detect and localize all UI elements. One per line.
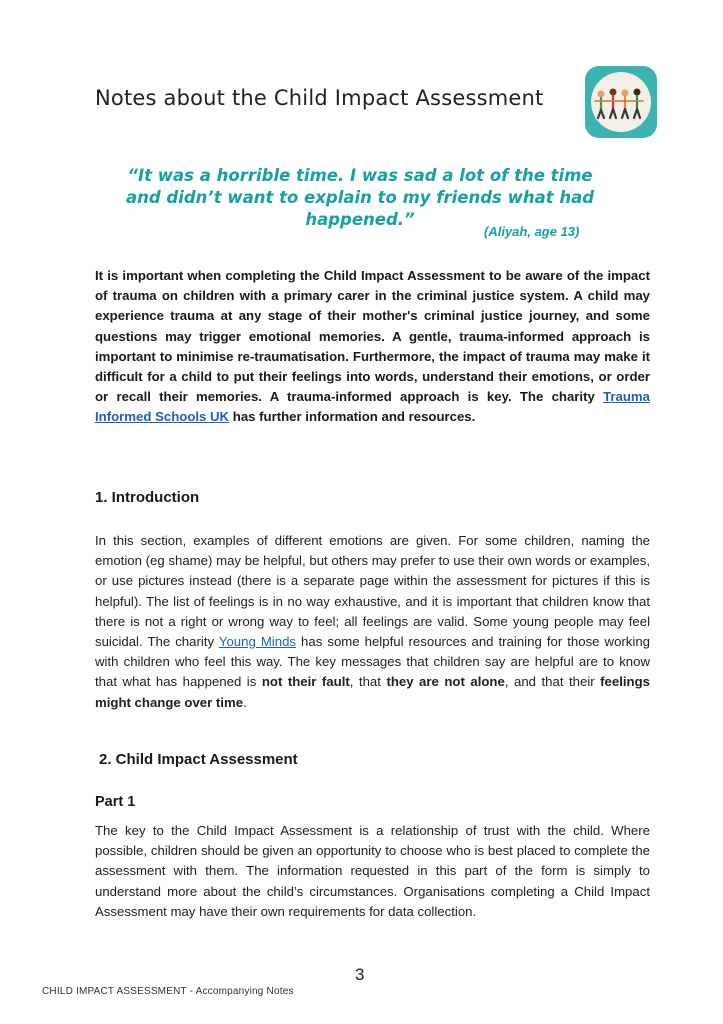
page-title: Notes about the Child Impact Assessment [95,86,544,110]
section1-heading: 1. Introduction [95,489,200,506]
key-message-feelings-change: feelings might change over time [95,674,650,710]
section1-text-b: has some helpful resources and training for those working with children who feel this way. The key messages that children say are helpful are to know that what has happened is [95,634,650,690]
quote-text: “It was a horrible time. I was sad a lot of the time and didn’t want to explain to my friends what had happened.” [125,166,595,229]
footer-text: CHILD IMPACT ASSESSMENT - Accompanying Notes [42,986,294,997]
part1-subheading: Part 1 [95,794,136,810]
section2-paragraph: The key to the Child Impact Assessment is a relationship of trust with the child. Where possible, children should be given an opportunity to choose who is best placed to complete the assessment with them. The information requested in this part of the form is simply to understand more about the child’s circumstances. Organisations completing a Child Impact Assessment may have their own requirements for data collection. [95,823,650,919]
section1-paragraph [95,531,650,713]
page-number: 3 [355,965,365,984]
section1-text-a: In this section, examples of different emotions are given. For some children, naming the emotion (eg shame) may be helpful, but others may prefer to use their own words or examples, or use pictures instead (there is a separate page within the assessment for pictures if this is helpful). The list of feelings is in no way exhaustive, and it is important that children know that there is not a right or wrong way to feel; all feelings are valid. Some young people may feel suicidal. The charity [95,533,650,650]
section1-text-d: , and that their [504,674,601,690]
key-message-not-alone: they are not alone [386,674,505,690]
young-minds-link[interactable]: Young Minds [218,634,296,650]
section1-text-c: , that [349,674,387,690]
section1-text-e: . [243,694,247,710]
intro-paragraph [95,266,650,428]
quote-attribution: (Aliyah, age 13) [484,224,580,239]
key-message-not-their-fault: not their fault [261,674,350,690]
children-logo-icon [585,66,657,138]
section2-heading: 2. Child Impact Assessment [99,751,298,768]
intro-text-after: has further information and resources. [229,409,476,425]
intro-text-before: It is important when completing the Child Impact Assessment to be aware of the impact of trauma on children with a primary carer in the criminal justice system. A child may experience trauma at any stage of their mother's criminal justice journey, and some questions may trigger emotional memories. A gentle, trauma-informed approach is important to minimise re-traumatisation. Furthermore, the impact of trauma may make it difficult for a child to put their feelings into words, understand their emotions, or order or recall their memories. A trauma-informed approach is key. The charity [95,268,650,405]
trauma-informed-schools-link[interactable]: Trauma Informed Schools UK [95,389,650,425]
